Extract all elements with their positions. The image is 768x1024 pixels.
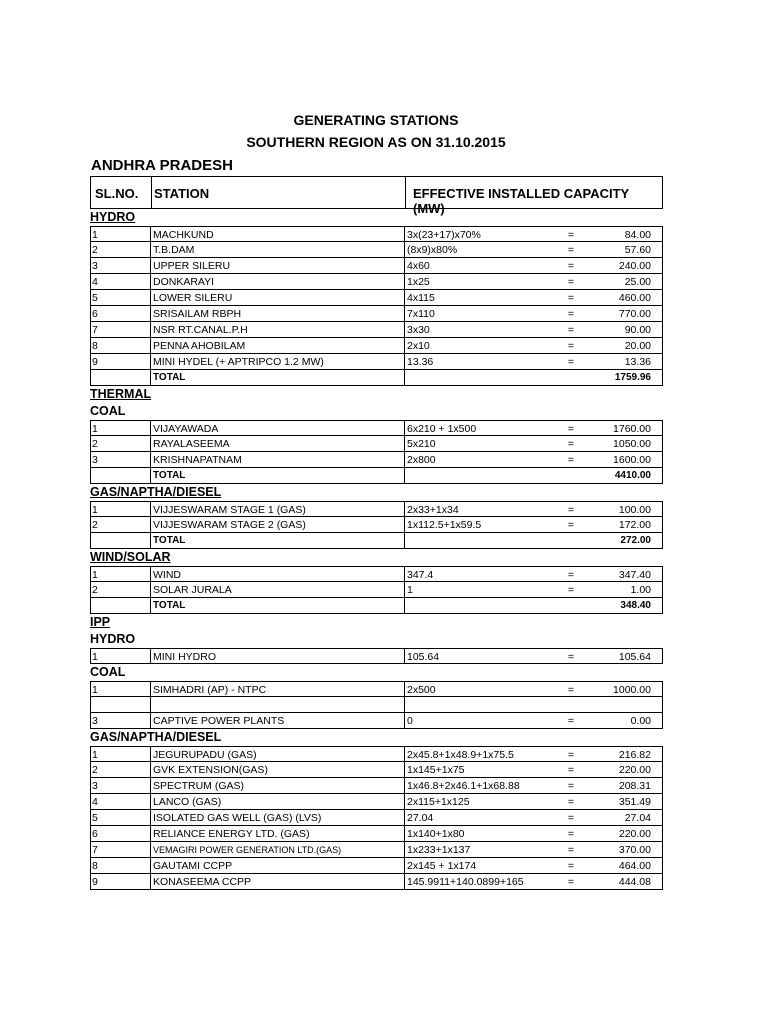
station-cell: WIND bbox=[150, 566, 404, 582]
equals-cell: = bbox=[554, 778, 588, 794]
table-row bbox=[90, 306, 663, 322]
table-header bbox=[90, 176, 663, 216]
station-cell: TOTAL bbox=[150, 533, 404, 549]
formula-cell: 1x46.8+2x46.1+1x68.88 bbox=[404, 778, 554, 794]
document-title: GENERATING STATIONS bbox=[293, 112, 459, 128]
capacity-cell: 20.00 bbox=[588, 338, 663, 354]
equals-cell bbox=[554, 598, 588, 614]
sl-no-cell: 3 bbox=[90, 713, 150, 729]
equals-cell: = bbox=[554, 713, 588, 729]
table-row bbox=[90, 290, 663, 306]
sl-no-cell: 4 bbox=[90, 794, 150, 810]
table-row bbox=[90, 762, 663, 778]
equals-cell: = bbox=[554, 306, 588, 322]
sl-no-cell: 8 bbox=[90, 858, 150, 874]
formula-cell: 2x500 bbox=[404, 681, 554, 697]
capacity-cell: 1759.96 bbox=[588, 370, 663, 386]
section-heading: GAS/NAPTHA/DIESEL bbox=[90, 485, 222, 499]
equals-cell: = bbox=[554, 794, 588, 810]
capacity-cell: 240.00 bbox=[588, 258, 663, 274]
sl-no-cell: 9 bbox=[90, 874, 150, 890]
sl-no-cell bbox=[90, 533, 150, 549]
capacity-table bbox=[90, 176, 663, 890]
capacity-cell: 0.00 bbox=[588, 713, 663, 729]
table-row bbox=[90, 778, 663, 794]
station-cell: RELIANCE ENERGY LTD. (GAS) bbox=[150, 826, 404, 842]
section-heading: THERMAL bbox=[90, 387, 152, 401]
sl-no-cell bbox=[90, 598, 150, 614]
capacity-cell: 347.40 bbox=[588, 566, 663, 582]
table-row bbox=[90, 242, 663, 258]
equals-cell: = bbox=[554, 582, 588, 598]
sl-no-cell: 3 bbox=[90, 452, 150, 468]
capacity-cell: 1050.00 bbox=[588, 436, 663, 452]
sl-no-cell: 6 bbox=[90, 306, 150, 322]
total-row bbox=[90, 533, 663, 549]
capacity-cell: 370.00 bbox=[588, 842, 663, 858]
section-heading: COAL bbox=[90, 665, 126, 679]
equals-cell: = bbox=[554, 226, 588, 242]
capacity-cell: 4410.00 bbox=[588, 468, 663, 484]
station-cell: VIJJESWARAM STAGE 1 (GAS) bbox=[150, 501, 404, 517]
formula-cell bbox=[404, 370, 554, 386]
formula-cell: 2x33+1x34 bbox=[404, 501, 554, 517]
equals-cell: = bbox=[554, 648, 588, 664]
sl-no-cell: 2 bbox=[90, 762, 150, 778]
sl-no-cell: 1 bbox=[90, 420, 150, 436]
formula-cell: 7x110 bbox=[404, 306, 554, 322]
capacity-cell: 444.08 bbox=[588, 874, 663, 890]
capacity-cell bbox=[588, 697, 663, 713]
sl-no-cell: 5 bbox=[90, 810, 150, 826]
formula-cell: 6x210 + 1x500 bbox=[404, 420, 554, 436]
equals-cell: = bbox=[554, 258, 588, 274]
station-cell: MACHKUND bbox=[150, 226, 404, 242]
formula-cell: 1x112.5+1x59.5 bbox=[404, 517, 554, 533]
sl-no-cell: 6 bbox=[90, 826, 150, 842]
capacity-cell: 348.40 bbox=[588, 598, 663, 614]
formula-cell: 27.04 bbox=[404, 810, 554, 826]
station-cell: TOTAL bbox=[150, 370, 404, 386]
formula-cell: 4x60 bbox=[404, 258, 554, 274]
table-row bbox=[90, 810, 663, 826]
formula-cell: 2x115+1x125 bbox=[404, 794, 554, 810]
station-cell: SOLAR JURALA bbox=[150, 582, 404, 598]
table-row bbox=[90, 566, 663, 582]
table-body bbox=[90, 209, 663, 890]
formula-cell: 1x145+1x75 bbox=[404, 762, 554, 778]
capacity-cell: 1600.00 bbox=[588, 452, 663, 468]
sl-no-cell: 1 bbox=[90, 566, 150, 582]
equals-cell: = bbox=[554, 858, 588, 874]
formula-cell bbox=[404, 598, 554, 614]
equals-cell: = bbox=[554, 354, 588, 370]
total-row bbox=[90, 468, 663, 484]
capacity-cell: 272.00 bbox=[588, 533, 663, 549]
formula-cell: 1x140+1x80 bbox=[404, 826, 554, 842]
formula-cell: 0 bbox=[404, 713, 554, 729]
formula-cell: 2x10 bbox=[404, 338, 554, 354]
equals-cell: = bbox=[554, 681, 588, 697]
station-cell: VIJJESWARAM STAGE 2 (GAS) bbox=[150, 517, 404, 533]
formula-cell: 5x210 bbox=[404, 436, 554, 452]
station-cell: SRISAILAM RBPH bbox=[150, 306, 404, 322]
header-capacity: EFFECTIVE INSTALLED CAPACITY (MW) bbox=[413, 186, 629, 216]
station-cell: MINI HYDEL (+ APTRIPCO 1.2 MW) bbox=[150, 354, 404, 370]
table-row bbox=[90, 746, 663, 762]
total-row bbox=[90, 598, 663, 614]
equals-cell: = bbox=[554, 746, 588, 762]
station-cell: KRISHNAPATNAM bbox=[150, 452, 404, 468]
capacity-cell: 27.04 bbox=[588, 810, 663, 826]
formula-cell: 4x115 bbox=[404, 290, 554, 306]
capacity-cell: 100.00 bbox=[588, 501, 663, 517]
sl-no-cell: 3 bbox=[90, 258, 150, 274]
station-cell: GAUTAMI CCPP bbox=[150, 858, 404, 874]
sl-no-cell: 9 bbox=[90, 354, 150, 370]
table-row bbox=[90, 681, 663, 697]
formula-cell: 105.64 bbox=[404, 648, 554, 664]
station-cell: TOTAL bbox=[150, 598, 404, 614]
table-row bbox=[90, 436, 663, 452]
station-cell: GVK EXTENSION(GAS) bbox=[150, 762, 404, 778]
station-cell: LOWER SILERU bbox=[150, 290, 404, 306]
table-row bbox=[90, 794, 663, 810]
equals-cell bbox=[554, 533, 588, 549]
formula-cell bbox=[404, 468, 554, 484]
table-row bbox=[90, 517, 663, 533]
capacity-cell: 216.82 bbox=[588, 746, 663, 762]
equals-cell: = bbox=[554, 810, 588, 826]
capacity-cell: 172.00 bbox=[588, 517, 663, 533]
capacity-cell: 351.49 bbox=[588, 794, 663, 810]
capacity-cell: 57.60 bbox=[588, 242, 663, 258]
section-heading: IPP bbox=[90, 615, 111, 629]
sl-no-cell: 3 bbox=[90, 778, 150, 794]
table-row bbox=[90, 338, 663, 354]
station-cell: MINI HYDRO bbox=[150, 648, 404, 664]
formula-cell bbox=[404, 697, 554, 713]
station-cell: VIJAYAWADA bbox=[150, 420, 404, 436]
header-station: STATION bbox=[154, 186, 210, 201]
equals-cell: = bbox=[554, 338, 588, 354]
station-cell: PENNA AHOBILAM bbox=[150, 338, 404, 354]
header-sl-no: SL.NO. bbox=[95, 186, 139, 201]
equals-cell: = bbox=[554, 874, 588, 890]
formula-cell bbox=[404, 533, 554, 549]
equals-cell: = bbox=[554, 274, 588, 290]
header-divider bbox=[405, 177, 406, 208]
station-cell: VEMAGIRI POWER GENERATION LTD.(GAS) bbox=[150, 842, 404, 858]
capacity-cell: 770.00 bbox=[588, 306, 663, 322]
sl-no-cell: 2 bbox=[90, 517, 150, 533]
capacity-cell: 84.00 bbox=[588, 226, 663, 242]
equals-cell: = bbox=[554, 826, 588, 842]
equals-cell bbox=[554, 697, 588, 713]
station-cell: KONASEEMA CCPP bbox=[150, 874, 404, 890]
sl-no-cell: 4 bbox=[90, 274, 150, 290]
sl-no-cell bbox=[90, 697, 150, 713]
equals-cell bbox=[554, 468, 588, 484]
sl-no-cell: 5 bbox=[90, 290, 150, 306]
table-row bbox=[90, 354, 663, 370]
capacity-cell: 208.31 bbox=[588, 778, 663, 794]
station-cell bbox=[150, 697, 404, 713]
sl-no-cell: 2 bbox=[90, 582, 150, 598]
sl-no-cell: 1 bbox=[90, 226, 150, 242]
table-row bbox=[90, 501, 663, 517]
capacity-cell: 25.00 bbox=[588, 274, 663, 290]
formula-cell: 13.36 bbox=[404, 354, 554, 370]
sl-no-cell: 1 bbox=[90, 681, 150, 697]
sl-no-cell bbox=[90, 370, 150, 386]
capacity-cell: 220.00 bbox=[588, 762, 663, 778]
station-cell: SIMHADRI (AP) - NTPC bbox=[150, 681, 404, 697]
formula-cell: 3x(23+17)x70% bbox=[404, 226, 554, 242]
capacity-cell: 464.00 bbox=[588, 858, 663, 874]
formula-cell: 1x25 bbox=[404, 274, 554, 290]
section-heading: GAS/NAPTHA/DIESEL bbox=[90, 730, 222, 744]
formula-cell: 347.4 bbox=[404, 566, 554, 582]
capacity-cell: 1760.00 bbox=[588, 420, 663, 436]
table-row bbox=[90, 322, 663, 338]
capacity-cell: 105.64 bbox=[588, 648, 663, 664]
formula-cell: 3x30 bbox=[404, 322, 554, 338]
equals-cell: = bbox=[554, 452, 588, 468]
sl-no-cell: 2 bbox=[90, 242, 150, 258]
formula-cell: 1x233+1x137 bbox=[404, 842, 554, 858]
sl-no-cell: 8 bbox=[90, 338, 150, 354]
total-row bbox=[90, 370, 663, 386]
state-heading: ANDHRA PRADESH bbox=[91, 157, 233, 174]
equals-cell: = bbox=[554, 517, 588, 533]
equals-cell: = bbox=[554, 242, 588, 258]
table-row bbox=[90, 842, 663, 858]
station-cell: RAYALASEEMA bbox=[150, 436, 404, 452]
table-row bbox=[90, 858, 663, 874]
equals-cell: = bbox=[554, 842, 588, 858]
sl-no-cell: 7 bbox=[90, 842, 150, 858]
section-heading: COAL bbox=[90, 404, 126, 418]
equals-cell: = bbox=[554, 436, 588, 452]
station-cell: ISOLATED GAS WELL (GAS) (LVS) bbox=[150, 810, 404, 826]
sl-no-cell: 2 bbox=[90, 436, 150, 452]
capacity-cell: 90.00 bbox=[588, 322, 663, 338]
station-cell: JEGURUPADU (GAS) bbox=[150, 746, 404, 762]
section-heading: WIND/SOLAR bbox=[90, 550, 171, 564]
station-cell: T.B.DAM bbox=[150, 242, 404, 258]
sl-no-cell: 1 bbox=[90, 648, 150, 664]
capacity-cell: 1.00 bbox=[588, 582, 663, 598]
sl-no-cell bbox=[90, 468, 150, 484]
table-row bbox=[90, 420, 663, 436]
equals-cell: = bbox=[554, 501, 588, 517]
station-cell: LANCO (GAS) bbox=[150, 794, 404, 810]
formula-cell: (8x9)x80% bbox=[404, 242, 554, 258]
table-row bbox=[90, 648, 663, 664]
section-heading: HYDRO bbox=[90, 632, 136, 646]
sl-no-cell: 1 bbox=[90, 501, 150, 517]
equals-cell: = bbox=[554, 322, 588, 338]
table-row bbox=[90, 826, 663, 842]
formula-cell: 145.9911+140.0899+165 bbox=[404, 874, 554, 890]
equals-cell: = bbox=[554, 290, 588, 306]
table-row bbox=[90, 713, 663, 729]
table-row bbox=[90, 226, 663, 242]
capacity-cell: 1000.00 bbox=[588, 681, 663, 697]
table-row bbox=[90, 258, 663, 274]
formula-cell: 2x800 bbox=[404, 452, 554, 468]
sl-no-cell: 1 bbox=[90, 746, 150, 762]
station-cell: TOTAL bbox=[150, 468, 404, 484]
station-cell: SPECTRUM (GAS) bbox=[150, 778, 404, 794]
formula-cell: 2x45.8+1x48.9+1x75.5 bbox=[404, 746, 554, 762]
formula-cell: 1 bbox=[404, 582, 554, 598]
station-cell: DONKARAYI bbox=[150, 274, 404, 290]
document-subtitle: SOUTHERN REGION AS ON 31.10.2015 bbox=[246, 134, 506, 150]
capacity-cell: 460.00 bbox=[588, 290, 663, 306]
table-row bbox=[90, 874, 663, 890]
equals-cell: = bbox=[554, 566, 588, 582]
table-row bbox=[90, 582, 663, 598]
equals-cell bbox=[554, 370, 588, 386]
station-cell: UPPER SILERU bbox=[150, 258, 404, 274]
formula-cell: 2x145 + 1x174 bbox=[404, 858, 554, 874]
station-cell: NSR RT.CANAL.P.H bbox=[150, 322, 404, 338]
capacity-cell: 13.36 bbox=[588, 354, 663, 370]
table-row bbox=[90, 697, 663, 713]
table-row bbox=[90, 274, 663, 290]
sl-no-cell: 7 bbox=[90, 322, 150, 338]
header-divider bbox=[151, 177, 152, 208]
table-row bbox=[90, 452, 663, 468]
station-cell: CAPTIVE POWER PLANTS bbox=[150, 713, 404, 729]
equals-cell: = bbox=[554, 420, 588, 436]
section-heading: HYDRO bbox=[90, 210, 136, 224]
equals-cell: = bbox=[554, 762, 588, 778]
capacity-cell: 220.00 bbox=[588, 826, 663, 842]
